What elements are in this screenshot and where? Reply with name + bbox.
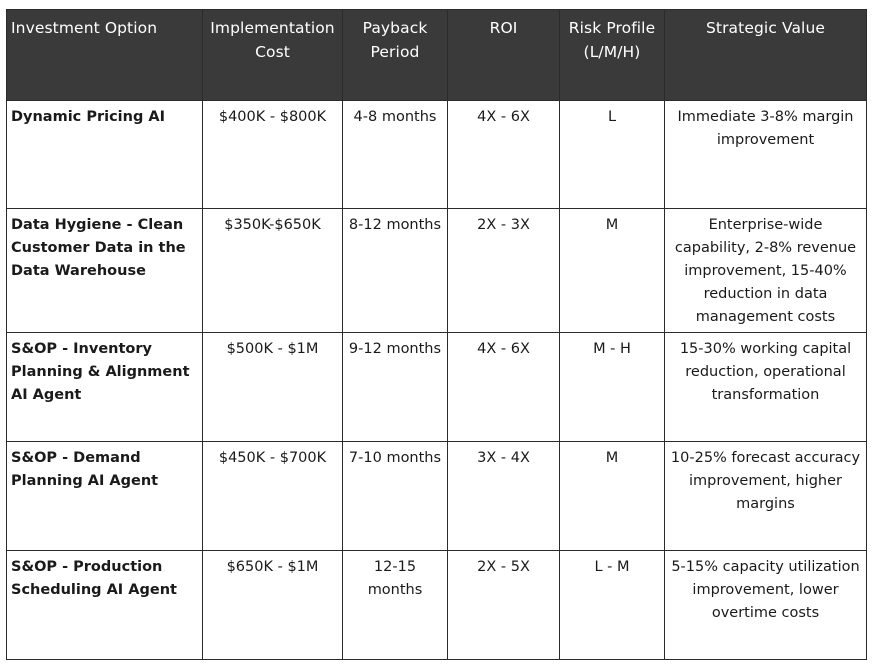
cell-payback-period: 4-8 months: [343, 101, 448, 209]
cell-strategic-value: Immediate 3-8% margin improvement: [665, 101, 867, 209]
table-row: [7, 551, 867, 660]
cell-payback-period: 7-10 months: [343, 442, 448, 551]
cell-strategic-value: 10-25% forecast accuracy improvement, higher margins: [665, 442, 867, 551]
cell-risk-profile: L: [560, 101, 665, 209]
cell-implementation-cost: $400K - $800K: [203, 101, 343, 209]
cell-roi: 3X - 4X: [448, 442, 560, 551]
header-investment-option: Investment Option: [7, 10, 203, 101]
cell-investment-option: S&OP - Inventory Planning & Alignment AI Agent: [7, 333, 203, 442]
cell-implementation-cost: $450K - $700K: [203, 442, 343, 551]
cell-risk-profile: M: [560, 442, 665, 551]
cell-investment-option: S&OP - Production Scheduling AI Agent: [7, 551, 203, 660]
cell-implementation-cost: $500K - $1M: [203, 333, 343, 442]
header-row: [7, 10, 867, 101]
cell-risk-profile: M: [560, 209, 665, 333]
header-risk-profile: Risk Profile (L/M/H): [560, 10, 665, 101]
cell-implementation-cost: $650K - $1M: [203, 551, 343, 660]
cell-strategic-value: 5-15% capacity utilization improvement, lower overtime costs: [665, 551, 867, 660]
table-header: [7, 10, 867, 101]
cell-investment-option: S&OP - Demand Planning AI Agent: [7, 442, 203, 551]
header-implementation-cost: Implementation Cost: [203, 10, 343, 101]
header-payback-period: Payback Period: [343, 10, 448, 101]
investment-table: [6, 9, 867, 660]
cell-payback-period: 12-15 months: [343, 551, 448, 660]
cell-roi: 2X - 3X: [448, 209, 560, 333]
cell-payback-period: 9-12 months: [343, 333, 448, 442]
table-row: [7, 209, 867, 333]
table-row: [7, 101, 867, 209]
cell-payback-period: 8-12 months: [343, 209, 448, 333]
header-roi: ROI: [448, 10, 560, 101]
cell-implementation-cost: $350K-$650K: [203, 209, 343, 333]
cell-roi: 2X - 5X: [448, 551, 560, 660]
table-row: [7, 442, 867, 551]
cell-investment-option: Data Hygiene - Clean Customer Data in the Data Warehouse: [7, 209, 203, 333]
cell-investment-option: Dynamic Pricing AI: [7, 101, 203, 209]
cell-roi: 4X - 6X: [448, 101, 560, 209]
cell-strategic-value: 15-30% working capital reduction, operational transformation: [665, 333, 867, 442]
table-body: [7, 101, 867, 660]
header-strategic-value: Strategic Value: [665, 10, 867, 101]
cell-roi: 4X - 6X: [448, 333, 560, 442]
cell-risk-profile: L - M: [560, 551, 665, 660]
cell-risk-profile: M - H: [560, 333, 665, 442]
table-row: [7, 333, 867, 442]
cell-strategic-value: Enterprise-wide capability, 2-8% revenue improvement, 15-40% reduction in data management costs: [665, 209, 867, 333]
